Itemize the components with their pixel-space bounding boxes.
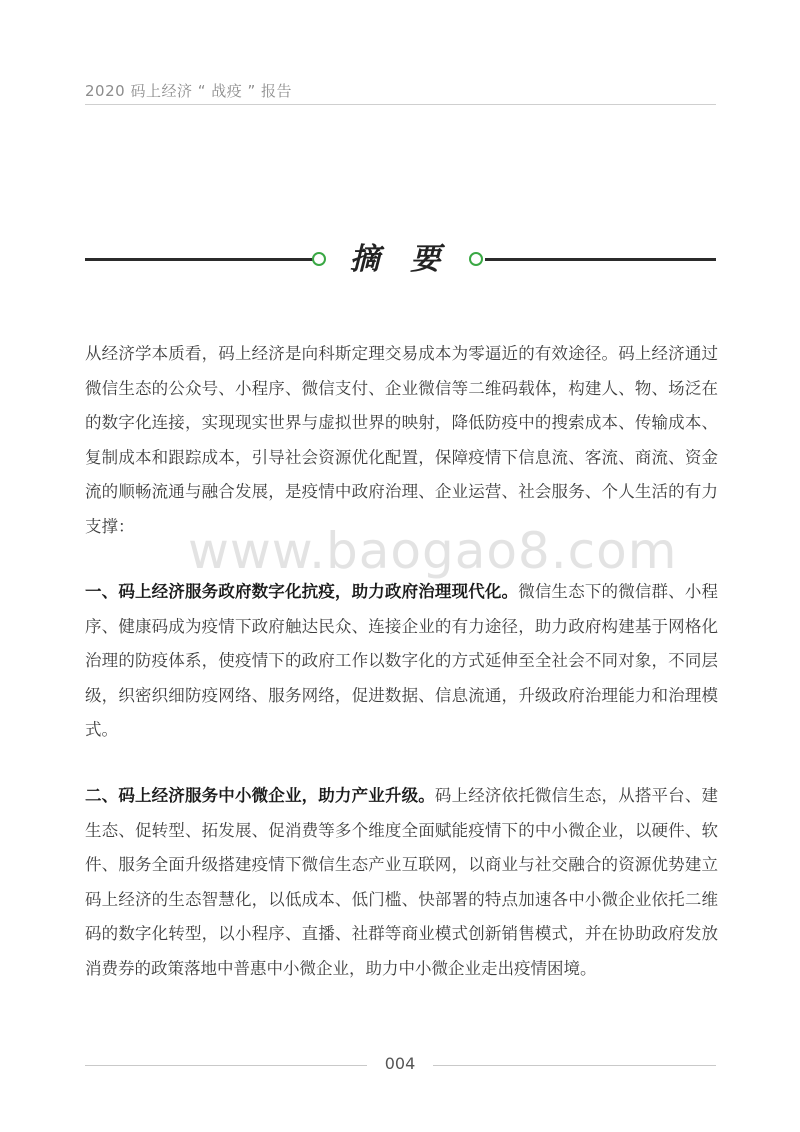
title-circle-right-icon (469, 252, 483, 266)
abstract-paragraph-enterprise (85, 779, 718, 986)
footer-rule-left (85, 1065, 367, 1066)
section-title: 摘 要 (349, 242, 451, 277)
page-number: 004 (384, 1054, 416, 1073)
paragraph-body-government: 微信生态下的微信群、小程序、健康码成为疫情下政府触达民众、连接企业的有力途径，助力政府构建基于网格化治理的防疫体系，使疫情下的政府工作以数字化的方式延伸至全社会不同对象，不同层级，织密织细防疫网络、服务网络，促进数据、信息流通，升级政府治理能力和治理模式。 (85, 582, 719, 739)
report-header-title: 2020 码上经济 “ 战疫 ” 报告 (85, 82, 293, 100)
paragraph-lead-government: 一、码上经济服务政府数字化抗疫，助力政府治理现代化。 (85, 582, 519, 601)
footer-rule-right (433, 1065, 716, 1066)
watermark: www.baogao8.com (188, 522, 678, 580)
title-rule-right (485, 258, 716, 261)
title-rule-left (85, 258, 313, 261)
header-divider (85, 104, 716, 105)
title-circle-left-icon (312, 252, 326, 266)
abstract-paragraph-government (85, 575, 718, 748)
paragraph-lead-enterprise: 二、码上经济服务中小微企业，助力产业升级。 (85, 786, 435, 805)
abstract-paragraph-intro: 从经济学本质看，码上经济是向科斯定理交易成本为零逼近的有效途径。码上经济通过微信生态的公众号、小程序、微信支付、企业微信等二维码载体，构建人、物、场泛在的数字化连接，实现现实世界与虚拟世界的映射，降低防疫中的搜索成本、传输成本、复制成本和跟踪成本，引导社会资源优化配置，保障疫情下信息流、客流、商流、资金流的顺畅流通与融合发展，是疫情中政府治理、企业运营、社会服务、个人生活的有力支撑： (85, 344, 718, 536)
paragraph-body-enterprise: 码上经济依托微信生态，从搭平台、建生态、促转型、拓发展、促消费等多个维度全面赋能疫情下的中小微企业，以硬件、软件、服务全面升级搭建疫情下微信生态产业互联网，以商业与社交融合的资源优势建立码上经济的生态智慧化，以低成本、低门槛、快部署的特点加速各中小微企业依托二维码的数字化转型，以小程序、直播、社群等商业模式创新销售模式，并在协助政府发放消费券的政策落地中普惠中小微企业，助力中小微企业走出疫情困境。 (85, 786, 719, 978)
